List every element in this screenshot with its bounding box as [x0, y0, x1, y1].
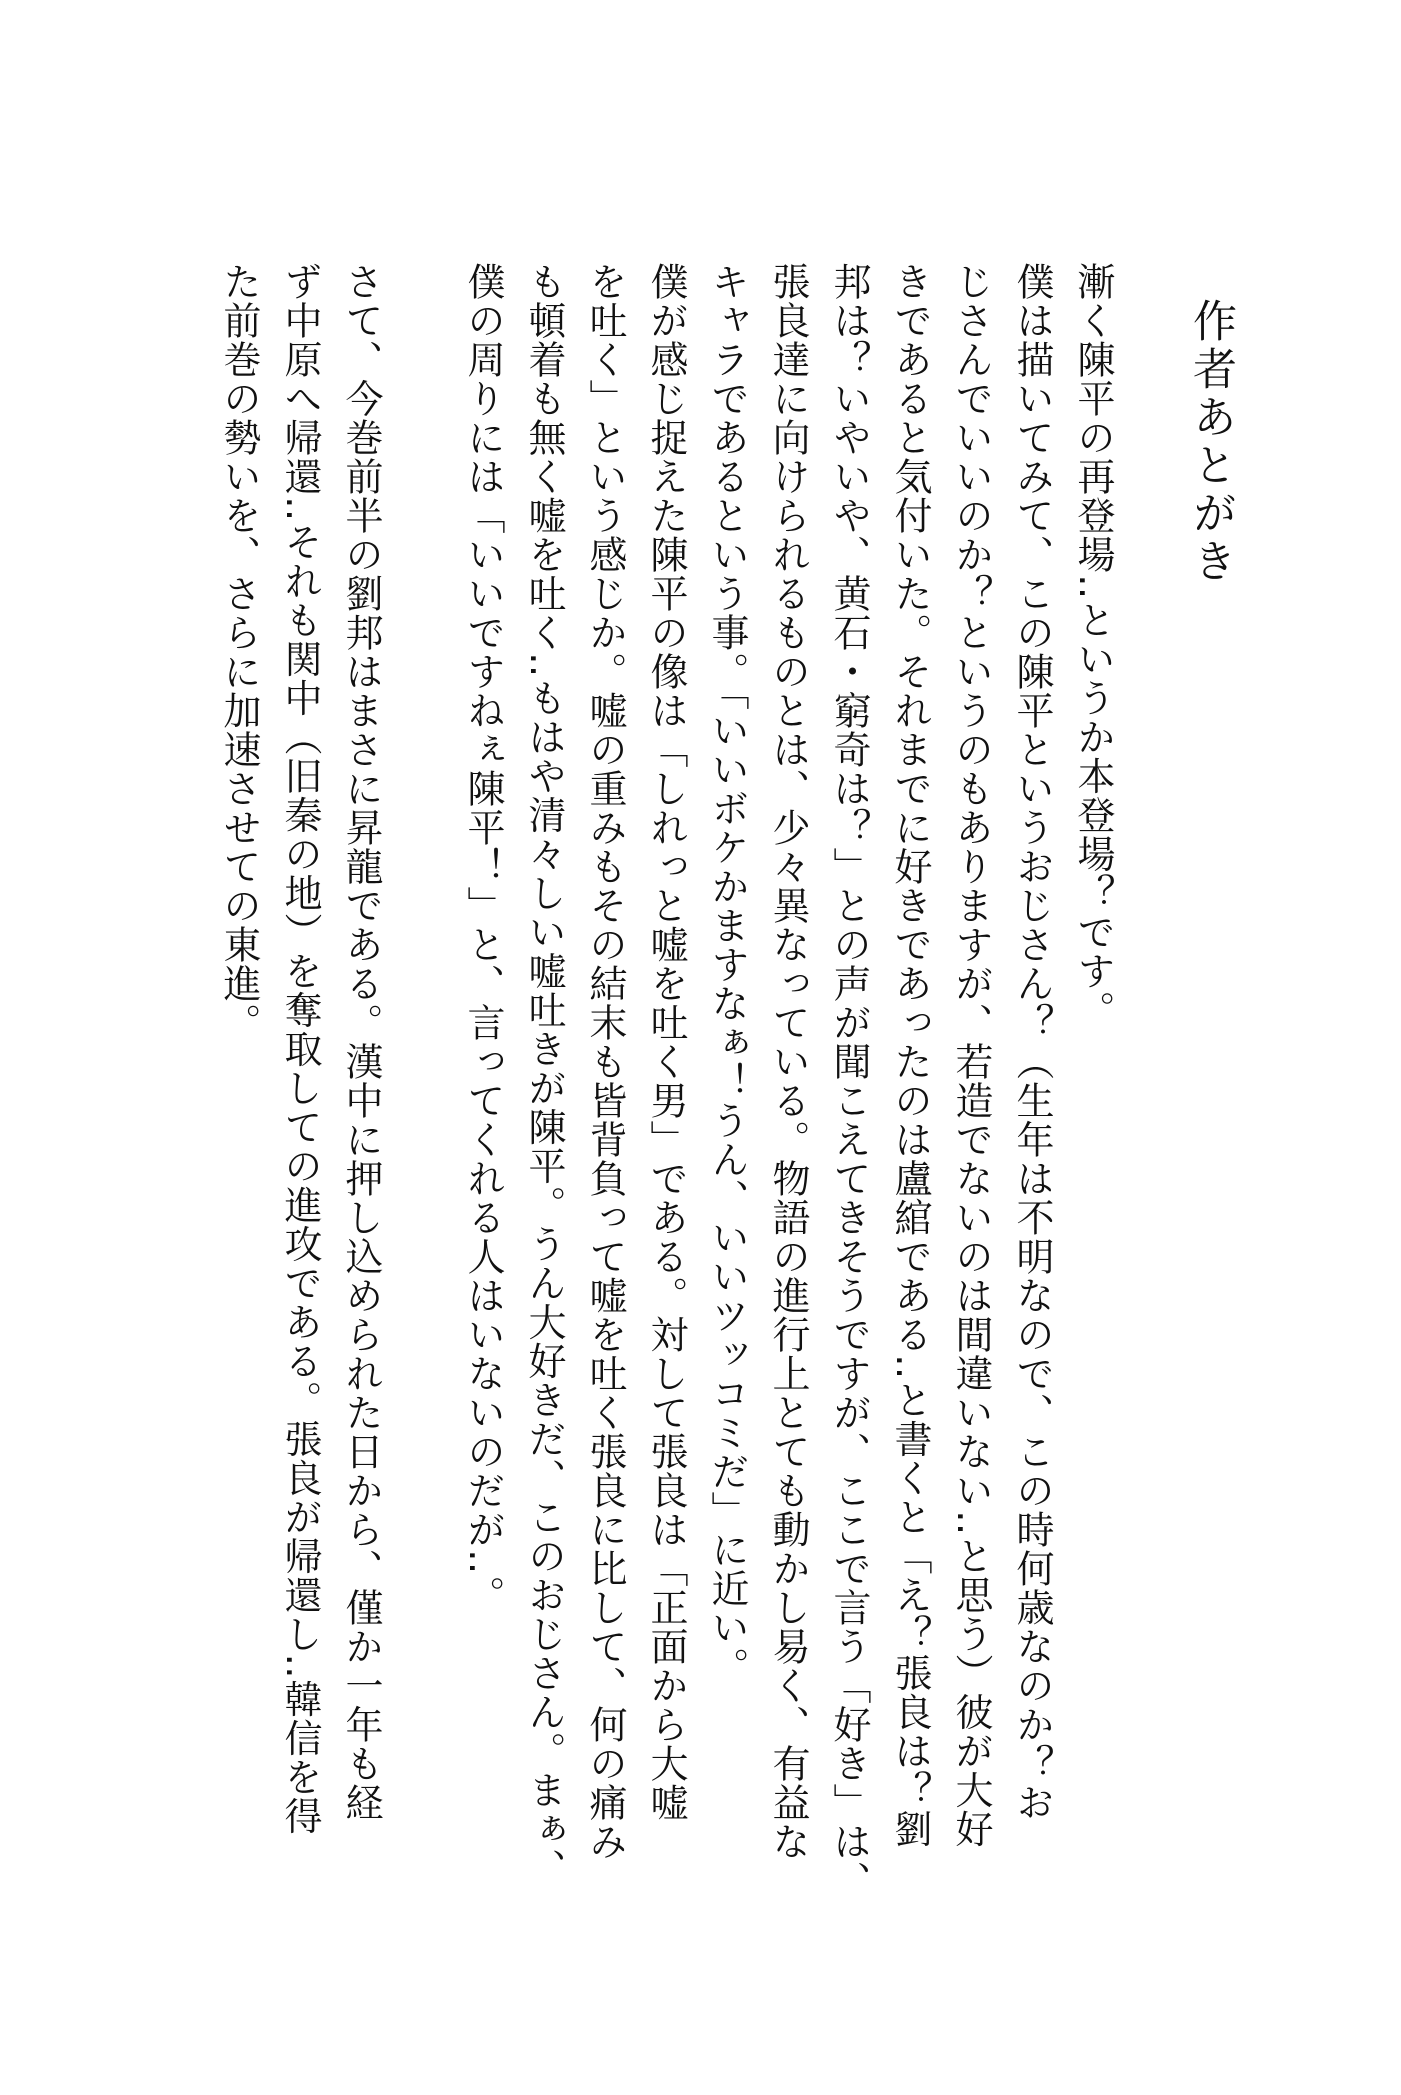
text-line: も頓着も無く嘘を吐く‥もはや清々しい嘘吐きが陳平。うん大好きだ、このおじさん。まぁ、: [522, 262, 566, 1888]
text-line: を吐く」という感じか。嘘の重みもその結末も皆背負って嘘を吐く張良に比して、何の痛み: [583, 262, 627, 1861]
text-line: た前巻の勢いを、さらに加速させての東進。: [217, 262, 261, 1042]
text-line: ず中原へ帰還‥それも関中（旧秦の地）を奪取しての進攻である。張良が帰還し‥韓信を得: [278, 262, 322, 1836]
text-line: 僕の周りには「いいですねぇ陳平！」と、言ってくれる人はいないのだが‥。: [461, 262, 505, 1615]
text-line: 僕は描いてみて、この陳平というおじさん？（生年は不明なので、この時何歳なのか？お: [1010, 262, 1054, 1822]
text-line: 漸く陳平の再登場‥というか本登場？です。: [1071, 262, 1115, 1030]
text-line: キャラであるという事。「いいボケかますなぁ！うん、いいツッコミだ」に近い。: [705, 262, 749, 1686]
paragraph-gap: [391, 262, 452, 1842]
text-line: 邦は？いやいや、黄石・窮奇は？」との声が聞こえてきそうですが、ここで言う「好き」は、: [827, 262, 871, 1900]
text-line: 僕が感じ捉えた陳平の像は「しれっと嘘を吐く男」である。対して張良は「正面から大嘘: [644, 262, 688, 1822]
text-line: さて、今巻前半の劉邦はまさに昇龍である。漢中に押し込められた日から、僅か一年も経: [339, 262, 383, 1822]
text-line: きであると気付いた。それまでに好きであったのは盧綰である‥と書くと「え？張良は？劉: [888, 262, 932, 1849]
text-line: じさんでいいのか？というのもありますが、若造でないのは間違いない‥と思う）彼が大好: [949, 262, 993, 1849]
afterword-body: [208, 262, 1123, 1900]
text-line: 張良達に向けられるものとは、少々異なっている。物語の進行上とても動かし易く、有益な: [766, 262, 810, 1861]
page-title: 作者あとがき: [1185, 298, 1236, 586]
